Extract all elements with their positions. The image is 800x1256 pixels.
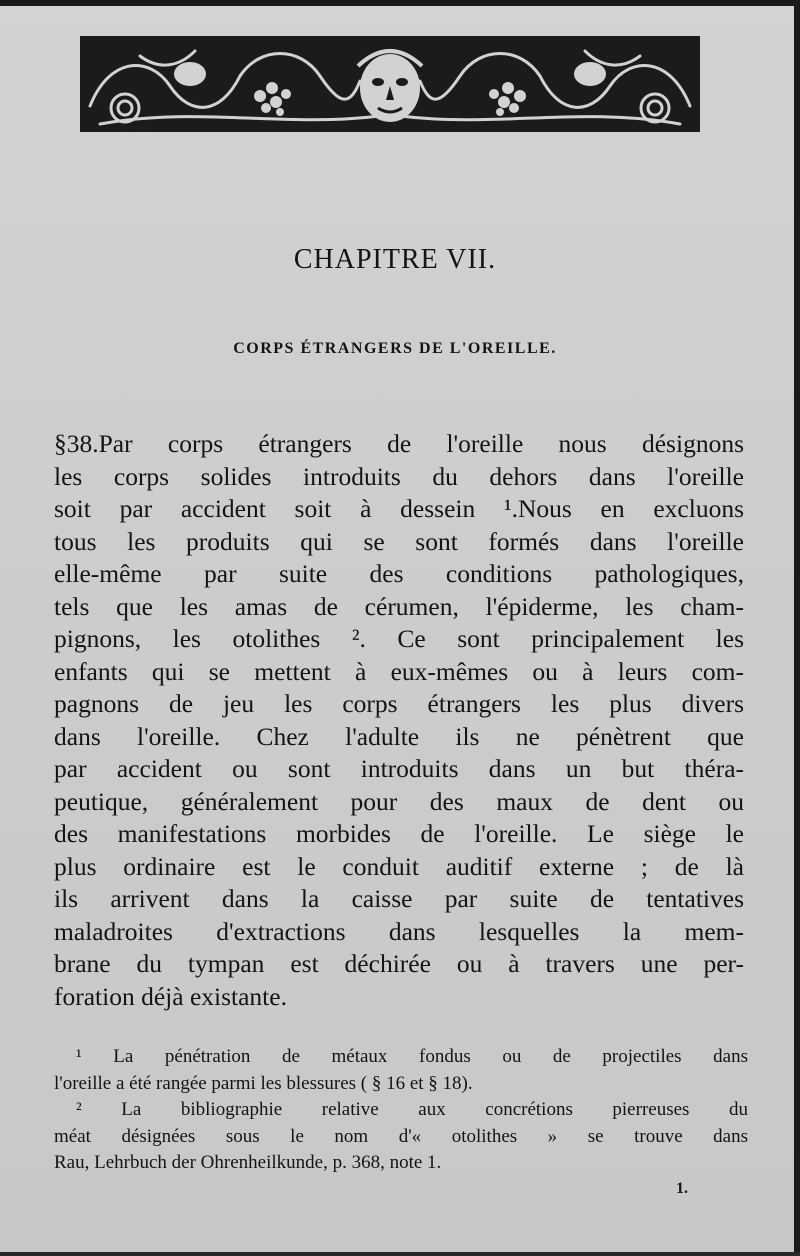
body-line: foration déjà existante. xyxy=(54,981,287,1011)
footnote-line: l'oreille a été rangée parmi les blessures ( § 16 et § 18). xyxy=(54,1072,473,1094)
headpiece-ornament xyxy=(80,36,700,132)
body-line: des manifestations morbides de l'oreille. Le siège le xyxy=(54,819,744,848)
body-paragraph xyxy=(54,428,744,1013)
body-line: ils arrivent dans la caisse par suite de tentatives xyxy=(54,884,744,913)
page-edge-top xyxy=(0,0,800,6)
body-line: pagnons de jeu les corps étrangers les plus divers xyxy=(54,689,744,718)
body-line: tous les produits qui se sont formés dans l'oreille xyxy=(54,526,744,556)
body-line: soit par accident soit à dessein ¹.Nous en excluons xyxy=(54,494,744,523)
body-line: tels que les amas de cérumen, l'épiderme, les cham- xyxy=(54,591,744,621)
page-edge-right xyxy=(794,0,800,1256)
chapter-title: CHAPITRE VII. xyxy=(293,244,497,275)
body-line: par accident ou sont introduits dans un but théra- xyxy=(54,754,744,783)
body-line: enfants qui se mettent à eux-mêmes ou à leurs com- xyxy=(54,656,744,686)
body-line: pignons, les otolithes ². Ce sont principalement les xyxy=(54,624,744,653)
body-line: elle-même par suite des conditions pathologiques, xyxy=(54,559,744,588)
body-line: §38.Par corps étrangers de l'oreille nous désignons xyxy=(54,429,744,458)
body-line: maladroites d'extractions dans lesquelles la mem- xyxy=(54,916,744,946)
body-line: brane du tympan est déchirée ou à travers une per- xyxy=(54,949,744,978)
body-line: peutique, généralement pour des maux de dent ou xyxy=(54,786,744,816)
footnote-line: méat désignées sous le nom d'« otolithes » se trouve dans xyxy=(54,1125,748,1147)
footnote-line: ¹ La pénétration de métaux fondus ou de projectiles dans xyxy=(76,1046,748,1067)
page-edge-bottom xyxy=(0,1252,800,1256)
body-line: dans l'oreille. Chez l'adulte ils ne pénètrent que xyxy=(54,721,744,751)
section-title: CORPS ÉTRANGERS DE L'OREILLE. xyxy=(233,340,557,357)
body-line: plus ordinaire est le conduit auditif externe ; de là xyxy=(54,851,744,881)
signature-mark: 1. xyxy=(676,1180,688,1197)
footnote-line: Rau, Lehrbuch der Ohrenheilkunde, p. 368, note 1. xyxy=(54,1152,442,1173)
ornament-engraver-signature: Td MATÉOR xyxy=(120,125,155,132)
footnotes xyxy=(54,1044,748,1177)
body-line: les corps solides introduits du dehors dans l'oreille xyxy=(54,461,744,491)
footnote-line: ² La bibliographie relative aux concrétions pierreuses du xyxy=(76,1099,748,1120)
